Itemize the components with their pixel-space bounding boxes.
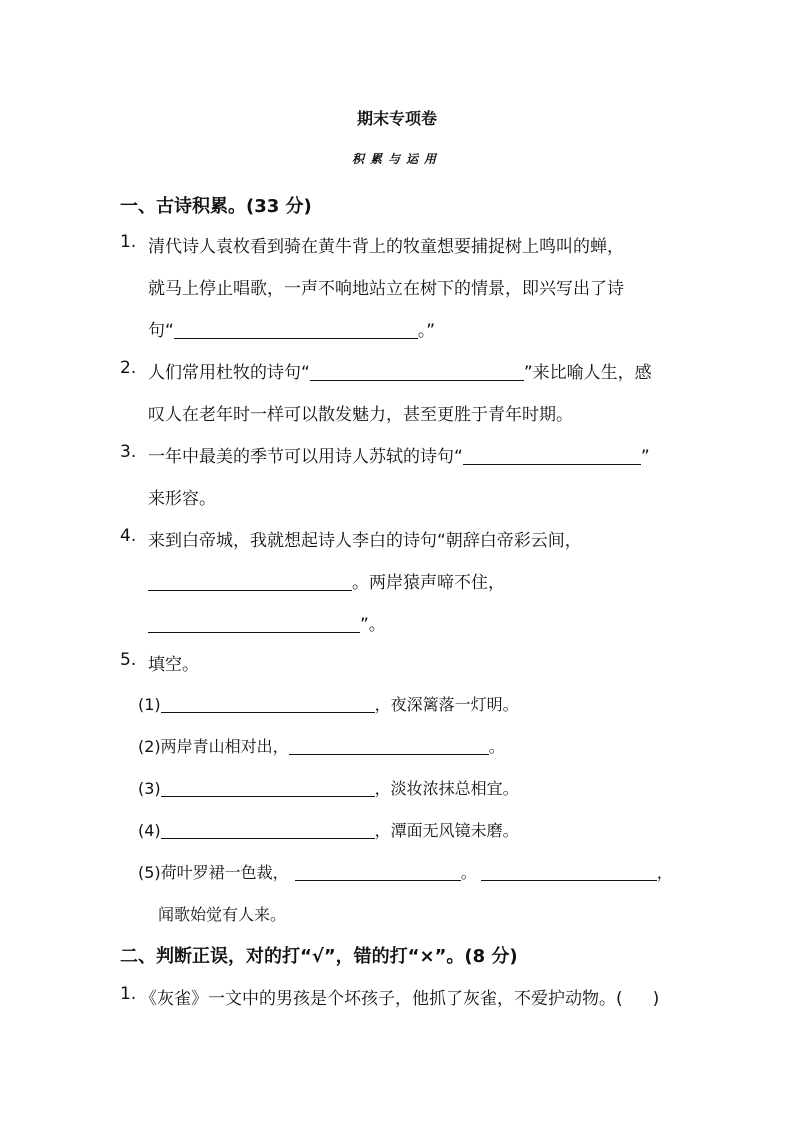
q5-item-2-number: (2) <box>138 737 161 756</box>
q5-item-5-blank-2[interactable] <box>481 862 657 881</box>
q5-item-4-number: (4) <box>138 821 161 840</box>
q2-number: 2. <box>120 358 137 378</box>
s2-q1-close-paren: ) <box>652 989 660 1009</box>
q4-number: 4. <box>120 526 137 546</box>
q2-line-2: 叹人在老年时一样可以散发魅力，甚至更胜于青年时期。 <box>148 405 573 425</box>
q3-line-1 <box>148 442 650 467</box>
q1-line-3 <box>148 316 435 341</box>
q5-item-3-blank[interactable] <box>161 778 375 797</box>
q1-line-1: 清代诗人袁枚看到骑在黄牛背上的牧童想要捕捉树上鸣叫的蝉， <box>148 237 624 257</box>
q5-item-1 <box>138 692 519 715</box>
page-title: 期末专项卷 <box>356 109 437 128</box>
q5-item-1-number: (1) <box>138 695 161 714</box>
q5-item-5-mid: 。 <box>460 863 477 882</box>
q5-item-3-number: (3) <box>138 779 161 798</box>
q3-line-2: 来形容。 <box>148 489 216 509</box>
q5-item-4-blank[interactable] <box>161 820 375 839</box>
q2-suffix: ”来比喻人生，感 <box>523 363 652 383</box>
q3-answer-blank[interactable] <box>463 446 641 465</box>
q5-item-5-blank-1[interactable] <box>295 862 461 881</box>
q4-line-1: 来到白帝城，我就想起诗人李白的诗句“朝辞白帝彩云间， <box>148 531 582 551</box>
q2-prefix: 人们常用杜牧的诗句“ <box>148 363 310 383</box>
q5-item-5-suffix: ， <box>656 863 673 882</box>
q5-item-5-number: (5) <box>138 863 161 882</box>
q5-item-2-text: 。 <box>488 737 505 756</box>
page-subtitle: 积累与运用 <box>351 152 442 166</box>
q5-item-2 <box>138 734 505 757</box>
q5-heading: 填空。 <box>148 655 199 675</box>
q5-item-1-blank[interactable] <box>161 694 375 713</box>
q5-item-1-text: ，夜深篱落一灯明。 <box>374 695 519 714</box>
s2-q1-statement: 《灰雀》一文中的男孩是个坏孩子，他抓了灰雀，不爱护动物。( <box>140 989 623 1009</box>
q3-number: 3. <box>120 442 137 462</box>
q4-answer-blank-2[interactable] <box>148 614 360 633</box>
q2-answer-blank[interactable] <box>310 362 524 381</box>
q5-item-2-blank[interactable] <box>289 736 489 755</box>
q3-prefix: 一年中最美的季节可以用诗人苏轼的诗句“ <box>148 447 463 467</box>
section-1-heading: 一、古诗积累。(33 分) <box>120 196 312 217</box>
q5-item-2-prefix: 两岸青山相对出， <box>160 737 289 756</box>
q5-number: 5. <box>120 650 137 670</box>
q4-line-2 <box>148 568 505 593</box>
q4-line-3 <box>148 610 386 635</box>
q5-item-5-prefix: 荷叶罗裙一色裁， <box>160 863 289 882</box>
section-2-heading: 二、判断正误，对的打“√”，错的打“×”。(8 分) <box>120 946 518 967</box>
q1-answer-blank[interactable] <box>174 320 418 339</box>
q4-line-3-text: ”。 <box>360 615 386 635</box>
q4-line-2-text: 。两岸猿声啼不住， <box>352 573 505 593</box>
q2-line-1 <box>148 358 652 383</box>
q4-answer-blank-1[interactable] <box>148 572 352 591</box>
q1-quote-close: 。” <box>417 321 436 341</box>
q5-item-4-text: ，潭面无风镜未磨。 <box>374 821 519 840</box>
q5-item-4 <box>138 818 519 841</box>
s2-q1-number: 1. <box>120 984 137 1004</box>
s2-q1-text <box>140 984 659 1009</box>
q3-suffix: ” <box>640 447 650 467</box>
q1-number: 1. <box>120 232 137 252</box>
q5-item-3-text: ，淡妆浓抹总相宜。 <box>374 779 519 798</box>
q5-item-5-line-2: 闻歌始觉有人来。 <box>158 905 287 924</box>
q1-quote-open: 句“ <box>148 321 174 341</box>
q5-item-3 <box>138 776 519 799</box>
q5-item-5 <box>138 860 673 883</box>
q1-line-2: 就马上停止唱歌，一声不响地站立在树下的情景，即兴写出了诗 <box>148 279 624 299</box>
